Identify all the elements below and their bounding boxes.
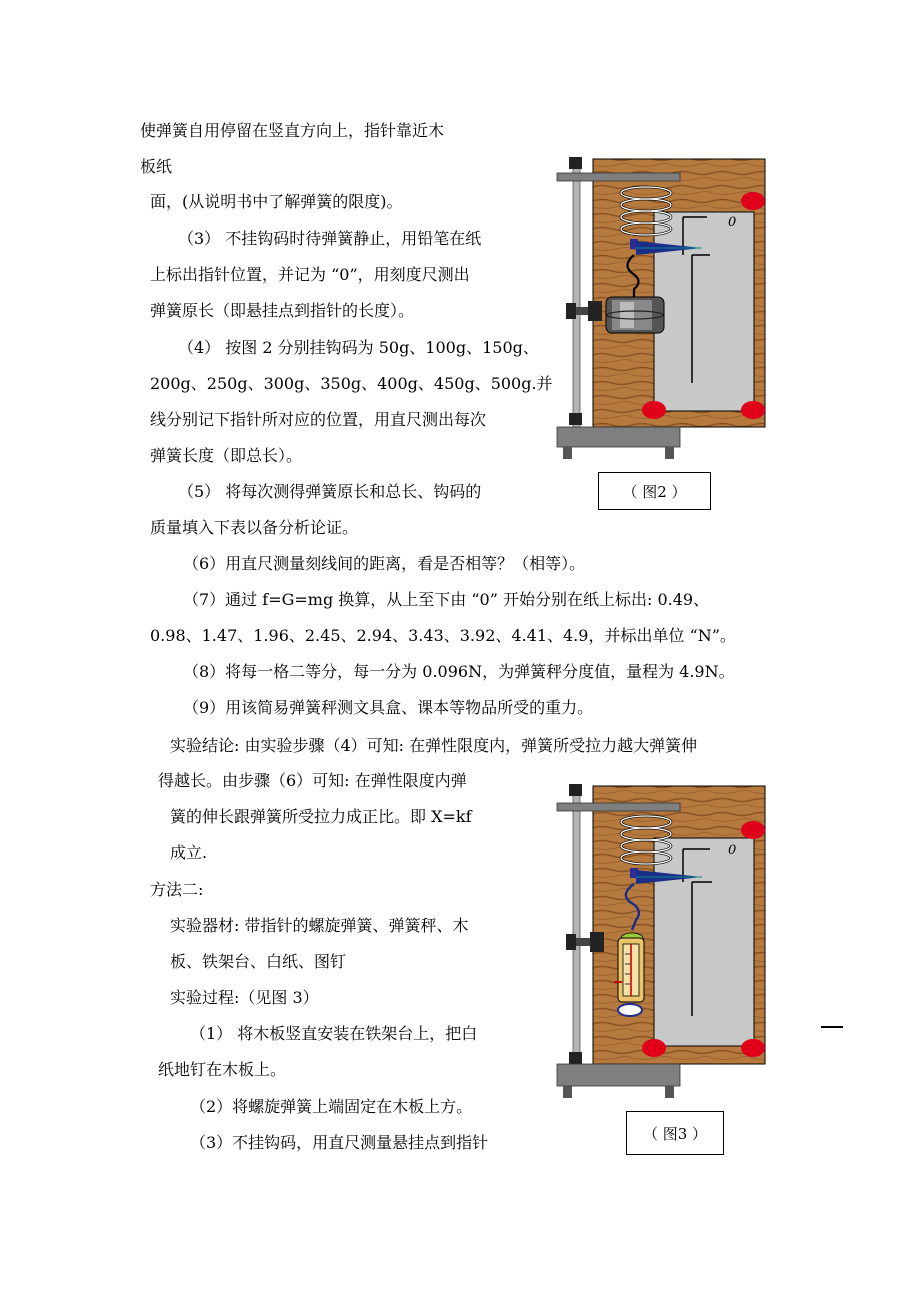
- stand-pole: [573, 159, 580, 441]
- text-line: 实验过程:（见图 3）: [170, 988, 319, 1007]
- text-line: 上标出指针位置，并记为 “0”，用刻度尺测出: [150, 265, 470, 284]
- pin: [642, 1039, 666, 1057]
- text-line: （3）不挂钩码，用直尺测量悬挂点到指针: [190, 1133, 489, 1152]
- stand-base: [557, 1064, 680, 1086]
- figure-3-apparatus: [552, 782, 772, 1102]
- text-line: （4） 按图 2 分别挂钩码为 50g、100g、150g、: [178, 338, 539, 357]
- text-line: 方法二:: [150, 880, 204, 899]
- margin-dash: [821, 1026, 843, 1028]
- text-line: 200g、250g、300g、350g、400g、450g、500g.并: [150, 374, 553, 393]
- text-line: （9）用该简易弹簧秤测文具盒、课本等物品所受的重力。: [183, 698, 594, 717]
- paper-sheet: [654, 212, 754, 411]
- text-line: （7）通过 f=G=mg 换算，从上至下由 “0” 开始分别在纸上标出: 0.49、: [183, 590, 710, 609]
- text-line: （8）将每一格二等分，每一分为 0.096N，为弹簧秤分度值，量程为 4.9N。: [183, 662, 735, 681]
- text-line: 纸地钉在木板上。: [158, 1060, 287, 1079]
- text-line: 板、铁架台、白纸、图钉: [170, 952, 347, 971]
- stand-pole: [573, 786, 580, 1076]
- text-line: 面，(从说明书中了解弹簧的限度)。: [150, 192, 403, 211]
- text-line: 成立.: [170, 843, 208, 862]
- stand-base: [557, 427, 680, 447]
- text-line: 线分别记下指针所对应的位置，用直尺测出每次: [150, 410, 487, 429]
- pin: [741, 821, 765, 839]
- pin: [741, 401, 765, 419]
- text-line: （1） 将木板竖直安装在铁架台上，把白: [190, 1024, 478, 1043]
- text-line: 板纸: [140, 157, 173, 176]
- pin: [741, 1039, 765, 1057]
- stand-arm: [557, 173, 680, 181]
- text-line: 实验器材: 带指针的螺旋弹簧、弹簧秤、木: [170, 916, 469, 935]
- figure-2-apparatus: [552, 155, 772, 465]
- stand-arm: [557, 803, 680, 811]
- figure-2-caption: （ 图2 ）: [598, 472, 711, 510]
- text-line: 弹簧长度（即总长）。: [150, 446, 303, 465]
- zero-mark: 0: [728, 215, 737, 230]
- text-line: 弹簧原长（即悬挂点到指针的长度）。: [150, 301, 415, 320]
- paper-sheet: [654, 838, 754, 1046]
- figure-3-caption: （ 图3 ）: [626, 1111, 724, 1155]
- zero-mark: 0: [728, 843, 737, 858]
- text-line: （5） 将每次测得弹簧原长和总长、钩码的: [178, 482, 482, 501]
- text-line: 质量填入下表以备分析论证。: [150, 518, 359, 537]
- text-line: （3） 不挂钩码时待弹簧静止，用铅笔在纸: [178, 229, 482, 248]
- text-line: 0.98、1.47、1.96、2.45、2.94、3.43、3.92、4.41、4.9，并标出单位 “N”。: [150, 626, 736, 645]
- text-line: （6）用直尺测量刻线间的距离，看是否相等？（相等）。: [183, 554, 586, 573]
- pin: [642, 401, 666, 419]
- text-line: 使弹簧自用停留在竖直方向上，指针靠近木: [140, 121, 445, 140]
- text-line: 得越长。由步骤（6）可知: 在弹性限度内弹: [158, 771, 467, 790]
- text-line: 实验结论: 由实验步骤（4）可知: 在弹性限度内，弹簧所受拉力越大弹簧伸: [170, 736, 698, 755]
- pin: [741, 192, 765, 210]
- text-line: （2）将螺旋弹簧上端固定在木板上方。: [190, 1097, 473, 1116]
- text-line: 簧的伸长跟弹簧所受拉力成正比。即 X=kf: [170, 807, 472, 826]
